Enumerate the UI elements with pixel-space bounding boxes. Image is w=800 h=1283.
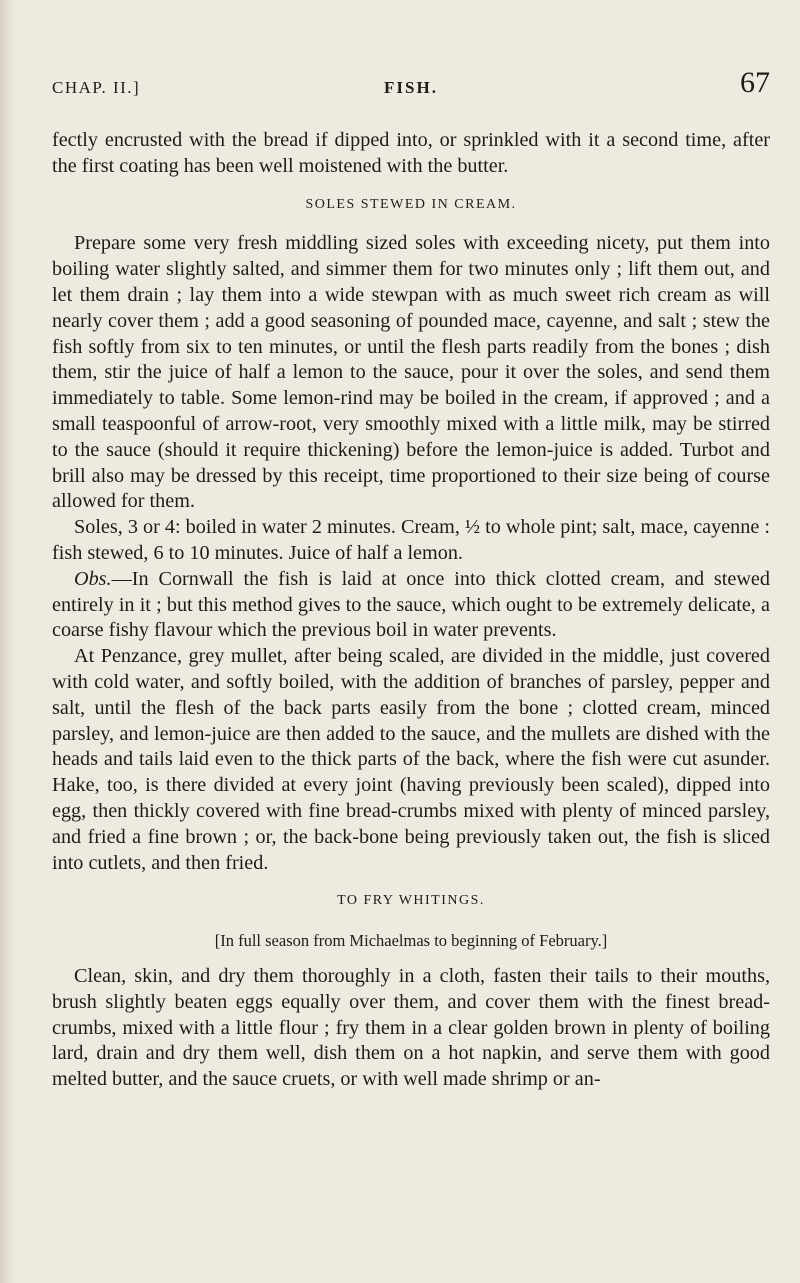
obs-text: —In Cornwall the fish is laid at once into thick clotted cream, and stewed entirely in it ; but this method gives to the sauce, which ought to be extremely delicate, a coarse fishy flavour which the previous boil in water prevents.: [52, 567, 770, 642]
page-body: [52, 128, 770, 1093]
penzance-paragraph: At Penzance, grey mullet, after being scaled, are divided in the middle, just covered with cold water, and softly boiled, with the addition of branches of parsley, pepper and salt, until the flesh of the back parts easily from the bone ; clotted cream, minced parsley, and lemon-juice are then added to the sauce, and the mullets are dished with the heads and tails laid even to the thick parts of the back, where the fish were cut asunder. Hake, too, is there divided at every joint (having previously been scaled), dipped into egg, then thickly covered with fine bread-crumbs mixed with plenty of minced parsley, and fried a fine brown ; or, the back-bone being previously taken out, the fish is sliced into cutlets, and then fried.: [52, 645, 770, 874]
chapter-marker: CHAP. II.]: [52, 78, 141, 97]
running-header: [52, 66, 770, 114]
soles-method-paragraph: Prepare some very fresh middling sized soles with exceeding nicety, put them into boiling water slightly salted, and simmer them for two minutes only ; lift them out, and let them drain ; lay them into a wide stewpan with as much sweet rich cream as will nearly cover them ; add a good seasoning of pounded mace, cayenne, and salt ; stew the fish softly from six to ten minutes, or until the flesh parts readily from the bones ; dish them, stir the juice of half a lemon to the sauce, pour it over the soles, and send them immediately to table. Some lemon-rind may be boiled in the cream, if approved ; and a small teaspoonful of arrow-root, very smoothly mixed with a little milk, may be stirred to the sauce (should it require thickening) before the lemon-juice is added. Turbot and brill also may be dressed by this receipt, time proportioned to their size being of course allowed for them.: [52, 232, 770, 513]
whitings-method-paragraph: Clean, skin, and dry them thoroughly in a cloth, fasten their tails to their mouths, brush slightly beaten eggs equally over them, and cover them with the finest bread-crumbs, mixed with a little flour ; fry them in a clear golden brown in plenty of boiling lard, drain and dry them well, dish them on a hot napkin, and serve them with good melted butter, and the sauce cruets, or with well made shrimp or an-: [52, 964, 770, 1091]
page-number: 67: [740, 66, 770, 99]
season-note: [In full season from Michaelmas to beginning of February.]: [214, 931, 608, 951]
recipe-heading-soles: SOLES STEWED IN CREAM.: [305, 196, 517, 212]
obs-label: Obs.: [74, 567, 112, 590]
intro-paragraph: fectly encrusted with the bread if dipped into, or sprinkled with it a second time, after the first coating has been well moistened with the butter.: [52, 129, 770, 177]
soles-summary-paragraph: Soles, 3 or 4: boiled in water 2 minutes. Cream, ½ to whole pint; salt, mace, cayenne : fish stewed, 6 to 10 minutes. Juice of half a lemon.: [52, 516, 770, 564]
page-binding-shadow: [0, 0, 14, 1283]
obs-paragraph: [52, 567, 770, 644]
section-title: FISH.: [384, 78, 438, 97]
recipe-heading-whitings: TO FRY WHITINGS.: [337, 893, 485, 909]
